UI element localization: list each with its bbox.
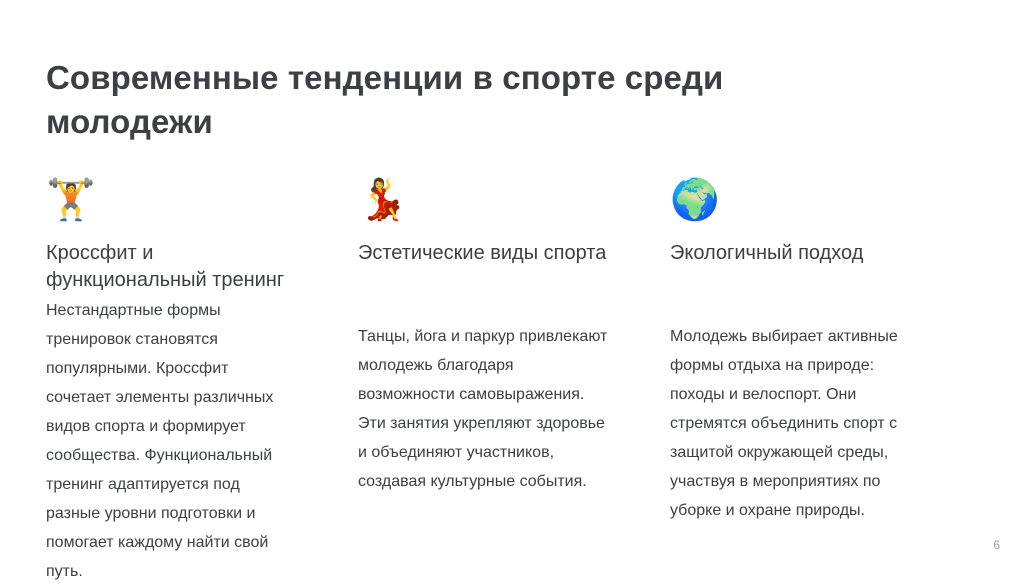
column-heading: Эстетические виды спорта (358, 242, 607, 264)
column-body: Нестандартные формы тренировок становятся популярными. Кроссфит сочетает элементы различных видов спорта и формирует сообщества. Функциональный тренинг адаптируется под разные уровни подготовки и помогает каждому найти свой путь. (46, 302, 274, 580)
column-crossfit (46, 176, 358, 586)
column-heading: Кроссфит и функциональный тренинг (46, 242, 285, 291)
column-aesthetic-sports (358, 176, 670, 586)
column-body: Танцы, йога и паркур привлекают молодежь благодаря возможности самовыражения. Эти занятия укрепляют здоровье и объединяют участников, создавая культурные события. (358, 328, 608, 490)
column-body: Молодежь выбирает активные формы отдыха на природе: походы и велоспорт. Они стремятся объединить спорт с защитой окружающей среды, участвуя в мероприятиях по уборке и охране природы. (670, 328, 898, 519)
globe-icon: 🌍 (670, 177, 720, 223)
column-eco-approach (670, 176, 982, 586)
dancer-icon: 💃 (358, 177, 408, 223)
column-heading: Экологичный подход (670, 242, 864, 264)
weightlifter-icon: 🏋️ (46, 177, 96, 223)
page-title: Современные тенденции в спорте среди молодежи (46, 59, 724, 140)
page-number: 6 (993, 538, 1000, 552)
columns-container (46, 176, 982, 586)
